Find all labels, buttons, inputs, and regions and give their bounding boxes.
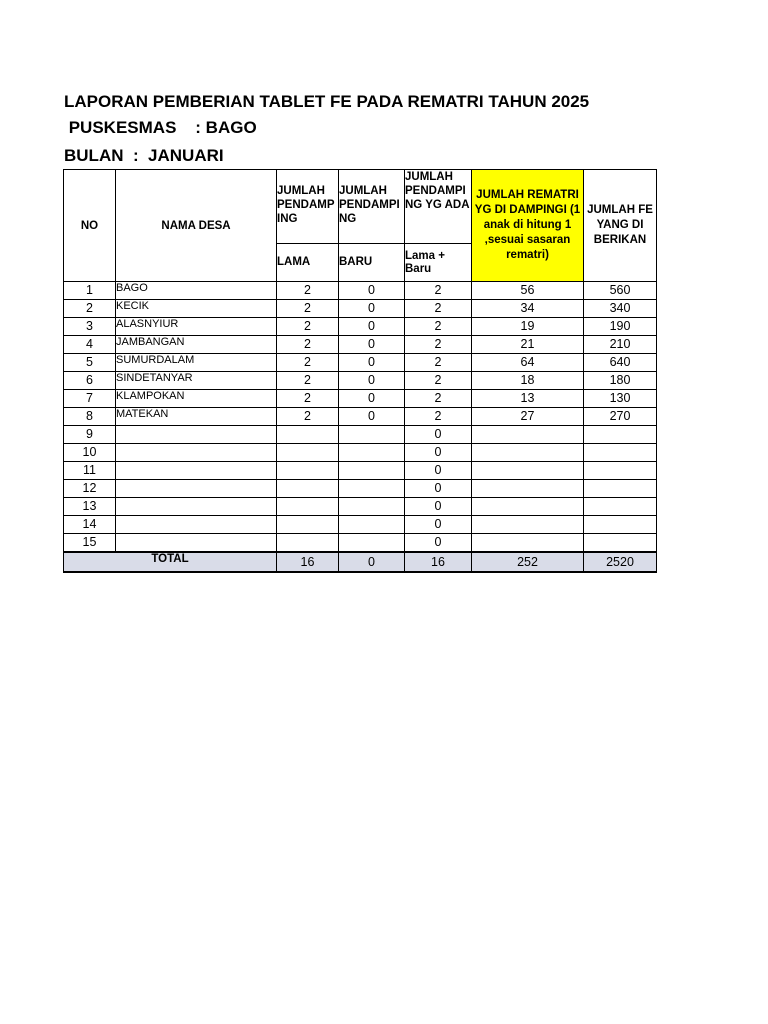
cell-jumlah-fe [584, 480, 657, 498]
cell-pendamping-ada: 0 [405, 498, 472, 516]
cell-no: 3 [64, 318, 116, 336]
table-row [64, 480, 657, 498]
cell-nama-desa: MATEKAN [116, 408, 277, 426]
cell-pendamping-baru [339, 516, 405, 534]
cell-nama-desa: JAMBANGAN [116, 336, 277, 354]
cell-pendamping-lama: 2 [277, 336, 339, 354]
total-row [64, 552, 657, 572]
cell-pendamping-lama [277, 462, 339, 480]
total-rematri: 252 [472, 552, 584, 572]
cell-jumlah-rematri [472, 534, 584, 553]
cell-no: 1 [64, 282, 116, 300]
cell-pendamping-ada: 2 [405, 408, 472, 426]
cell-pendamping-ada: 2 [405, 390, 472, 408]
table-row [64, 426, 657, 444]
cell-jumlah-fe: 340 [584, 300, 657, 318]
cell-jumlah-fe [584, 498, 657, 516]
cell-jumlah-rematri: 64 [472, 354, 584, 372]
cell-jumlah-rematri [472, 480, 584, 498]
cell-pendamping-ada: 2 [405, 318, 472, 336]
cell-nama-desa [116, 444, 277, 462]
cell-nama-desa [116, 498, 277, 516]
cell-nama-desa: SUMURDALAM [116, 354, 277, 372]
cell-jumlah-rematri: 18 [472, 372, 584, 390]
cell-jumlah-rematri: 21 [472, 336, 584, 354]
table-row [64, 462, 657, 480]
cell-pendamping-ada: 2 [405, 336, 472, 354]
cell-pendamping-ada: 0 [405, 444, 472, 462]
header-no: NO [64, 170, 116, 282]
cell-pendamping-lama: 2 [277, 390, 339, 408]
cell-jumlah-fe: 640 [584, 354, 657, 372]
cell-pendamping-ada: 0 [405, 534, 472, 553]
cell-pendamping-baru: 0 [339, 318, 405, 336]
cell-no: 14 [64, 516, 116, 534]
table-row [64, 498, 657, 516]
cell-jumlah-rematri: 19 [472, 318, 584, 336]
cell-jumlah-fe [584, 444, 657, 462]
cell-no: 9 [64, 426, 116, 444]
cell-jumlah-rematri: 34 [472, 300, 584, 318]
cell-pendamping-ada: 2 [405, 282, 472, 300]
cell-pendamping-baru: 0 [339, 390, 405, 408]
cell-no: 4 [64, 336, 116, 354]
cell-pendamping-baru: 0 [339, 372, 405, 390]
header-nama-desa: NAMA DESA [116, 170, 277, 282]
cell-no: 6 [64, 372, 116, 390]
cell-no: 15 [64, 534, 116, 553]
cell-pendamping-baru: 0 [339, 336, 405, 354]
table-row [64, 408, 657, 426]
cell-pendamping-baru: 0 [339, 300, 405, 318]
cell-pendamping-baru [339, 444, 405, 462]
cell-pendamping-ada: 0 [405, 426, 472, 444]
table-row [64, 444, 657, 462]
cell-nama-desa: SINDETANYAR [116, 372, 277, 390]
header-jumlah-pendamping-ada: JUMLAH PENDAMPI NG YG ADA [405, 170, 472, 244]
cell-pendamping-lama [277, 426, 339, 444]
cell-no: 11 [64, 462, 116, 480]
cell-pendamping-ada: 0 [405, 516, 472, 534]
table-row [64, 534, 657, 553]
cell-jumlah-rematri: 56 [472, 282, 584, 300]
report-table [63, 169, 657, 573]
table-row [64, 300, 657, 318]
cell-pendamping-lama: 2 [277, 408, 339, 426]
cell-jumlah-fe: 560 [584, 282, 657, 300]
table-row [64, 372, 657, 390]
cell-nama-desa [116, 462, 277, 480]
table-row [64, 336, 657, 354]
cell-jumlah-rematri [472, 462, 584, 480]
cell-no: 2 [64, 300, 116, 318]
cell-pendamping-baru [339, 426, 405, 444]
cell-no: 10 [64, 444, 116, 462]
cell-pendamping-lama: 2 [277, 300, 339, 318]
cell-jumlah-fe: 270 [584, 408, 657, 426]
cell-pendamping-ada: 0 [405, 462, 472, 480]
cell-pendamping-lama [277, 498, 339, 516]
cell-pendamping-lama [277, 480, 339, 498]
cell-nama-desa [116, 534, 277, 553]
cell-jumlah-rematri: 13 [472, 390, 584, 408]
header-jumlah-pendamping-lama: JUMLAH PENDAMP ING [277, 170, 339, 244]
table-row [64, 516, 657, 534]
cell-pendamping-lama: 2 [277, 354, 339, 372]
total-fe: 2520 [584, 552, 657, 572]
total-baru: 0 [339, 552, 405, 572]
table-row [64, 354, 657, 372]
subheader-lama: LAMA [277, 244, 339, 282]
table-row [64, 390, 657, 408]
cell-no: 12 [64, 480, 116, 498]
table-row [64, 282, 657, 300]
cell-jumlah-fe [584, 516, 657, 534]
cell-nama-desa [116, 516, 277, 534]
cell-jumlah-rematri [472, 516, 584, 534]
cell-nama-desa: ALASNYIUR [116, 318, 277, 336]
cell-nama-desa: KECIK [116, 300, 277, 318]
cell-nama-desa [116, 480, 277, 498]
cell-jumlah-fe: 210 [584, 336, 657, 354]
cell-jumlah-fe [584, 426, 657, 444]
cell-jumlah-rematri [472, 426, 584, 444]
cell-nama-desa: BAGO [116, 282, 277, 300]
cell-jumlah-fe [584, 462, 657, 480]
cell-jumlah-fe [584, 534, 657, 553]
cell-pendamping-baru [339, 480, 405, 498]
cell-pendamping-lama [277, 444, 339, 462]
cell-pendamping-ada: 2 [405, 300, 472, 318]
cell-jumlah-fe: 180 [584, 372, 657, 390]
cell-pendamping-lama: 2 [277, 318, 339, 336]
report-title: LAPORAN PEMBERIAN TABLET FE PADA REMATRI TAHUN 2025 [64, 92, 590, 111]
cell-pendamping-baru [339, 462, 405, 480]
puskesmas-label: PUSKESMAS : BAGO [64, 118, 257, 137]
cell-pendamping-lama [277, 516, 339, 534]
cell-jumlah-rematri: 27 [472, 408, 584, 426]
cell-pendamping-lama: 2 [277, 282, 339, 300]
header-jumlah-rematri: JUMLAH REMATRI YG DI DAMPINGI (1 anak di hitung 1 ,sesuai sasaran rematri) [472, 170, 584, 282]
cell-nama-desa: KLAMPOKAN [116, 390, 277, 408]
total-lama: 16 [277, 552, 339, 572]
table-row [64, 318, 657, 336]
cell-jumlah-fe: 130 [584, 390, 657, 408]
header-jumlah-pendamping-baru: JUMLAH PENDAMPI NG [339, 170, 405, 244]
cell-pendamping-baru: 0 [339, 354, 405, 372]
cell-jumlah-rematri [472, 444, 584, 462]
total-ada: 16 [405, 552, 472, 572]
cell-pendamping-lama: 2 [277, 372, 339, 390]
subheader-lama-baru: Lama + Baru [405, 244, 472, 282]
cell-no: 5 [64, 354, 116, 372]
bulan-label: BULAN : JANUARI [64, 146, 224, 165]
cell-pendamping-lama [277, 534, 339, 553]
cell-pendamping-baru [339, 534, 405, 553]
subheader-baru: BARU [339, 244, 405, 282]
cell-pendamping-baru: 0 [339, 408, 405, 426]
cell-jumlah-fe: 190 [584, 318, 657, 336]
total-label: TOTAL [64, 552, 277, 572]
cell-no: 13 [64, 498, 116, 516]
cell-pendamping-baru: 0 [339, 282, 405, 300]
cell-pendamping-baru [339, 498, 405, 516]
cell-pendamping-ada: 2 [405, 354, 472, 372]
cell-no: 7 [64, 390, 116, 408]
cell-pendamping-ada: 2 [405, 372, 472, 390]
cell-no: 8 [64, 408, 116, 426]
header-jumlah-fe: JUMLAH FE YANG DI BERIKAN [584, 170, 657, 282]
cell-jumlah-rematri [472, 498, 584, 516]
cell-nama-desa [116, 426, 277, 444]
cell-pendamping-ada: 0 [405, 480, 472, 498]
